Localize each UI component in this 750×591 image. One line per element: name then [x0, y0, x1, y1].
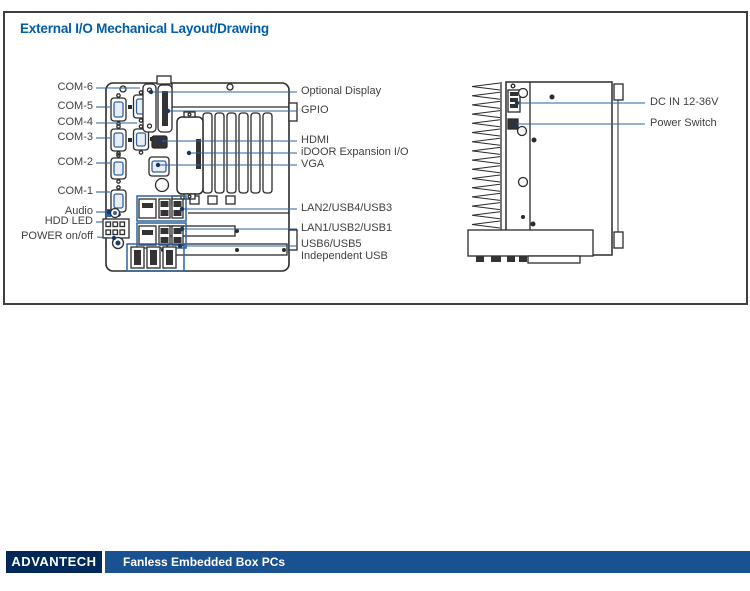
label-hdmi: HDMI: [301, 134, 330, 146]
label-idoor-expansion: iDOOR Expansion I/O: [301, 146, 409, 158]
side-view-drawing: [468, 82, 623, 263]
advantech-logo: ADVANTECH: [6, 551, 102, 573]
label-lan2-usb4-usb3: LAN2/USB4/USB3: [301, 202, 393, 214]
lan2-usb-port-group: [137, 196, 186, 221]
label-audio: Audio: [64, 205, 93, 217]
front-panel-drawing: [103, 76, 297, 271]
label-com-6: COM-6: [57, 81, 93, 93]
label-com-1: COM-1: [57, 185, 93, 197]
page-title: External I/O Mechanical Layout/Drawing: [20, 21, 269, 36]
label-com-4: COM-4: [57, 116, 93, 128]
label-com-5: COM-5: [57, 100, 93, 112]
idoor-expansion-door: [177, 112, 203, 199]
heatsink-fins: [472, 83, 500, 228]
label-hdd-led: HDD LED: [44, 215, 93, 227]
label-optional-display: Optional Display: [301, 85, 382, 97]
label-com-3: COM-3: [57, 131, 93, 143]
usb6-usb5-port-group: [127, 244, 184, 271]
label-vga: VGA: [301, 158, 325, 170]
label-usb6-usb5: USB6/USB5: [301, 238, 362, 250]
label-com-2: COM-2: [57, 156, 93, 168]
label-power-switch: Power Switch: [650, 117, 717, 129]
footer-series-title: Fanless Embedded Box PCs: [105, 551, 750, 573]
label-dc-in: DC IN 12-36V: [650, 96, 719, 108]
hdd-led-block: [103, 219, 129, 238]
label-gpio: GPIO: [301, 104, 329, 116]
label-power-on-off: POWER on/off: [21, 230, 93, 242]
side-chassis-outline: [506, 82, 612, 255]
label-independent-usb: Independent USB: [301, 250, 388, 262]
label-lan1-usb2-usb1: LAN1/USB2/USB1: [301, 222, 393, 234]
